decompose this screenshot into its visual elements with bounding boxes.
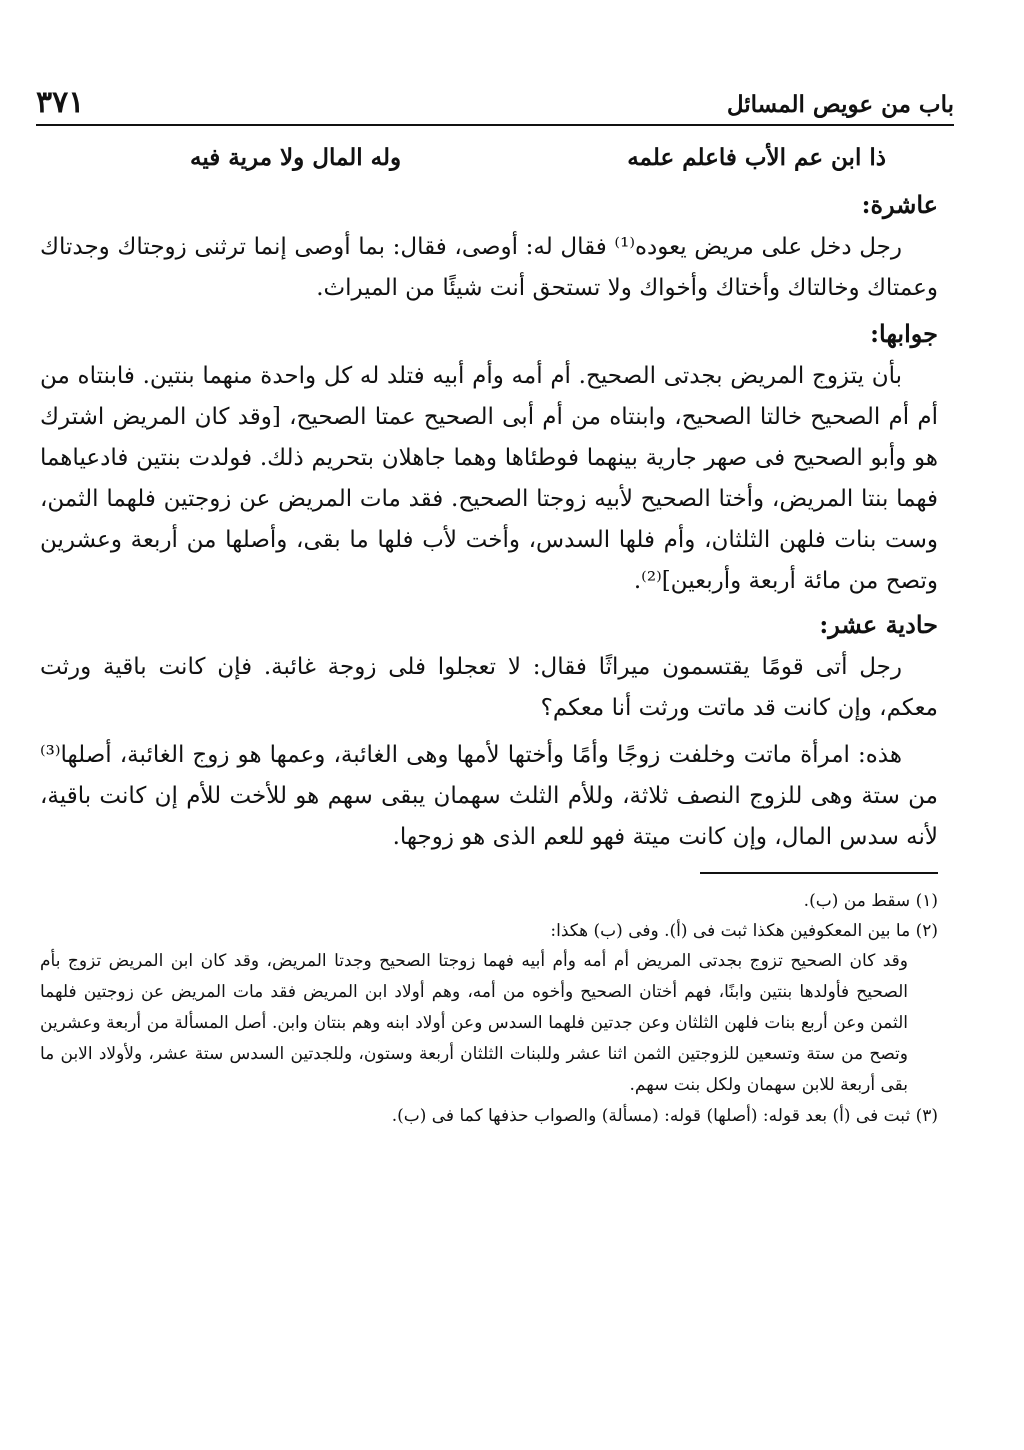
verse-hemistich-2: وله المال ولا مرية فيه — [190, 144, 402, 171]
paragraph: رجل أتى قومًا يقتسمون ميراثًا فقال: لا تعجلوا فلى زوجة غائبة. فإن كانت باقية ورثت معكم، وإن كانت قد ماتت ورثت أنا معكم؟ — [40, 654, 938, 721]
chapter-title: باب من عويص المسائل — [726, 91, 954, 118]
section-heading-tenth: عاشرة: — [861, 190, 938, 219]
footnote-1: (١) سقط من (ب). — [803, 891, 938, 911]
footnote-3: (٣) ثبت فى (أ) بعد قوله: (أصلها) قوله: (مسألة) والصواب حذفها كما فى (ب). — [391, 1106, 938, 1126]
running-header — [36, 78, 954, 126]
footnotes — [40, 886, 938, 1131]
paragraph: بأن يتزوج المريض بجدتى الصحيح. أم أمه وأم أبيه فتلد له كل واحدة منهما بنتين. فابنتاه من أم أم الصحيح خالتا الصحيح، وابنتاه من أم أبى الصحيح عمتا الصحيح، [وقد كان المريض اشترك هو وأبو الصحيح فى صهر جارية بينهما فوطئاها وهما جاهلان بتحريم ذلك. فولدت بنتين فادعياهما فهما بنتا المريض، وأختا الصحيح لأبيه زوجتا الصحيح. فقد مات المريض عن زوجتين فلهما الثمن، وست بنات فلهن الثلثان، وأم فلها السدس، وأخت لأب فلها ما بقى، وأصلها من أربعة وعشرين وتصح من مائة أربعة وأربعين]⁽²⁾. — [40, 363, 938, 594]
page-number: ٣٧١ — [36, 85, 85, 120]
footnote-2: (٢) ما بين المعكوفين هكذا ثبت فى (أ). وفى (ب) هكذا: — [550, 921, 938, 941]
main-text — [40, 134, 938, 1131]
footnote-separator — [700, 872, 938, 874]
verse-hemistich-1: ذا ابن عم الأب فاعلم علمه — [627, 144, 886, 171]
footnote-2-quote: وقد كان الصحيح تزوج بجدتى المريض أم أمه وأم أبيه فهما زوجتا الصحيح وجدتا المريض، وقد كان ابن المريض تزوج بأم الصحيح فأولدها بنتين وابنًا، فهم أختان الصحيح وأخوه من أمه، وهم أولاد ابن المريض فقد مات المريض عن زوجتين فلهما الثمن وعن أربع بنات فلهن الثلثان وعن جدتين فلهما السدس وعن أولاد ابنه وهم بنتان وابن. أصل المسألة من أربعة وعشرين وتصح من ستة وتسعين للزوجتين الثمن اثنا عشر وللبنات الثلثان أربعة وستون، وللجدتين السدس ستة عشر، ولأولاد الابن ما بقى أربعة للابن سهمان ولكل بنت سهم. — [40, 951, 908, 1095]
paragraph: رجل دخل على مريض يعوده⁽¹⁾ فقال له: أوصى، فقال: بما أوصى إنما ترثنى زوجتاك وجدتاك وعمتاك وخالتاك وأختاك وأخواك ولا تستحق أنت شيئًا من الميراث. — [40, 234, 938, 301]
paragraph: هذه: امرأة ماتت وخلفت زوجًا وأمًا وأختها لأمها وهى الغائبة، وعمها هو زوج الغائبة، أصلها⁽³⁾ من ستة وهى للزوج النصف ثلاثة، وللأم الثلث سهمان يبقى سهم هو للأخت للأم إن كانت باقية، لأنه سدس المال، وإن كانت ميتة فهو للعم الذى هو زوجها. — [40, 742, 938, 850]
section-heading-answer: جوابها: — [870, 319, 938, 348]
section-heading-eleventh: حادية عشر: — [819, 610, 938, 639]
verse-line — [40, 134, 916, 180]
